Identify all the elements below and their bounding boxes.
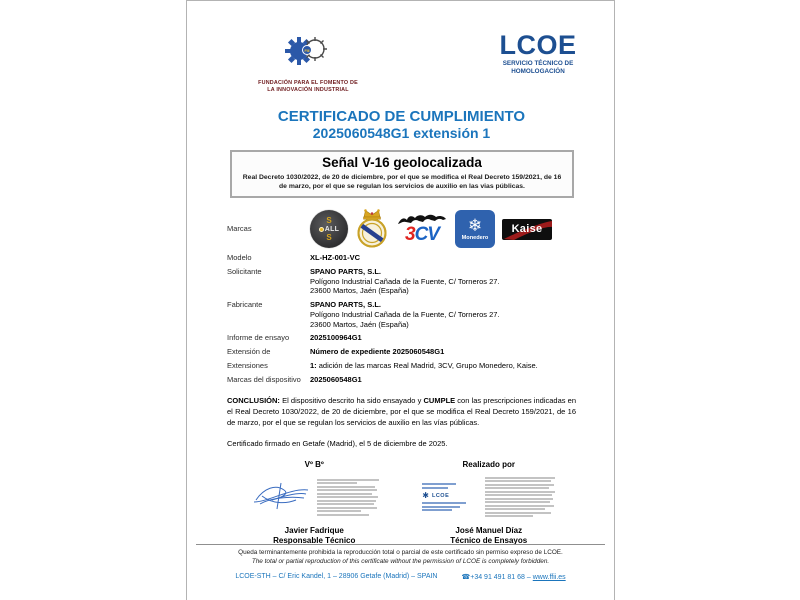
conclusion-paragraph [227, 396, 576, 429]
website-link[interactable]: www.ffii.es [532, 574, 566, 582]
modelo-value: XL-HZ-001-VC [310, 253, 361, 263]
fundacion-gears-icon [282, 49, 334, 77]
signatures-section [227, 460, 576, 547]
phone-number: +34 91 491 81 68 [470, 574, 525, 582]
signer-left-name: Javier Fadrique [284, 525, 344, 535]
sosall-top-text: S [326, 215, 332, 225]
document-title [227, 108, 576, 141]
lcoe-wordmark: LCOE [499, 30, 577, 60]
conclusion-text-b: con las prescripciones indicadas en el Real Decreto 1030/2022, de 20 de diciembre, por el que se modifica el Real Decreto 159/2021, de 16 de marzo, por el que se regulan los servicios de auxilio en las vías públicas. [227, 396, 576, 428]
extensiones-number: 1: [310, 360, 317, 370]
monedero-brand-logo [455, 210, 495, 248]
signer-right-role: Técnico de Ensayos [450, 536, 528, 546]
digital-signature-metadata-text [485, 477, 555, 519]
kaise-label: Kaise [511, 222, 543, 235]
marcas-dispositivo-value: 2025060548G1 [310, 374, 362, 384]
phone-icon: ☎ [461, 574, 471, 582]
certificate-fields [227, 208, 576, 384]
3cv-brand-logo [396, 214, 448, 244]
marcas-dispositivo-label: Marcas del dispositivo [227, 374, 301, 384]
solicitante-name: SPANO PARTS, S.L. [310, 266, 381, 276]
certificate-page [186, 0, 615, 600]
stamp-gear-icon: ✱ [422, 491, 429, 501]
field-marcas [227, 208, 576, 250]
product-box [230, 150, 574, 198]
solicitante-address2: 23600 Martos, Jaén (España) [310, 286, 409, 296]
digital-stamp [422, 483, 480, 513]
svg-text:FIII: FIII [304, 49, 310, 53]
informe-value: 2025100964G1 [310, 333, 362, 343]
vobo-header: Vº Bº [304, 459, 324, 469]
lcoe-subtitle-line2: HOMOLOGACIÓN [511, 67, 565, 75]
extension-de-value: Número de expediente 2025060548G1 [310, 347, 445, 357]
field-extensiones [227, 361, 576, 371]
sosall-dot-icon [319, 227, 324, 232]
modelo-label: Modelo [227, 253, 252, 263]
monedero-emblem-icon: ❄ [467, 215, 483, 235]
product-subtitle: Real Decreto 1030/2022, de 20 de diciembre, por el que se modifica el Real Decreto 159/2021, de 16 de marzo, por el que se regulan los servicios de auxilio en las vias públicas. [242, 173, 562, 190]
lcoe-subtitle-line1: SERVICIO TÉCNICO DE [502, 59, 574, 67]
fundacion-label-line2: LA INNOVACIÓN INDUSTRIAL [267, 86, 349, 93]
field-modelo [227, 253, 576, 263]
conclusion-lead: CONCLUSIÓN: [227, 396, 280, 406]
title-line1: CERTIFICADO DE CUMPLIMIENTO [277, 107, 526, 125]
sosall-mid-text: ALL [324, 225, 340, 233]
realizado-por-header: Realizado por [462, 459, 515, 469]
extension-de-label: Extensión de [227, 347, 271, 357]
brand-logos [310, 208, 576, 250]
3cv-digit: 3 [405, 223, 415, 245]
fundacion-logo [239, 33, 377, 94]
fabricante-label: Fabricante [227, 300, 263, 310]
sosall-bottom-text: S [326, 232, 332, 242]
stamp-lcoe-text: LCOE [431, 493, 450, 500]
handwritten-signature-icon [250, 478, 312, 517]
fabricante-address1: Polígono Industrial Cañada de la Fuente, C/ Torneros 27. [310, 309, 500, 319]
extensiones-label: Extensiones [227, 360, 268, 370]
field-marcas-dispositivo [227, 375, 576, 385]
product-title: Señal V-16 geolocalizada [322, 154, 482, 170]
field-informe [227, 333, 576, 343]
contact-address: LCOE-STH – C/ Eric Kandel, 1 – 28906 Getafe (Madrid) – SPAIN [235, 573, 438, 581]
contact-phone-block [462, 573, 566, 581]
disclaimer-english: The total or partial reproduction of this certificate without the permission of LCOE is completely forbidden. [251, 557, 550, 565]
sosall-brand-logo [310, 210, 348, 248]
signed-statement: Certificado firmado en Getafe (Madrid), el 5 de diciembre de 2025. [227, 438, 448, 448]
signature-right [402, 460, 577, 547]
page-footer [196, 544, 605, 581]
field-fabricante [227, 300, 576, 329]
disclaimer-spanish: Queda terminantemente prohibida la reproducción total o parcial de este certificado sin permiso expreso de LCOE. [238, 549, 563, 556]
contact-line [196, 573, 605, 581]
fabricante-address2: 23600 Martos, Jaén (España) [310, 319, 409, 329]
page-header [239, 30, 586, 94]
solicitante-label: Solicitante [227, 266, 262, 276]
lcoe-logo [490, 30, 586, 76]
conclusion-cumple: CUMPLE [423, 396, 456, 406]
footer-divider [196, 544, 605, 545]
signature-left [227, 460, 402, 547]
signer-right-name: José Manuel Díaz [455, 525, 523, 535]
signature-metadata-text [317, 479, 379, 518]
informe-label: Informe de ensayo [227, 333, 290, 343]
kaise-brand-logo [502, 219, 552, 240]
marcas-label: Marcas [227, 224, 252, 234]
monedero-label: Monedero [461, 234, 489, 241]
fundacion-label-line1: FUNDACIÓN PARA EL FOMENTO DE [258, 80, 358, 86]
signer-left-role: Responsable Técnico [273, 536, 356, 546]
solicitante-address1: Polígono Industrial Cañada de la Fuente, C/ Torneros 27. [310, 276, 500, 286]
conclusion-text-a: El dispositivo descrito ha sido ensayado y [279, 396, 424, 406]
fabricante-name: SPANO PARTS, S.L. [310, 300, 381, 310]
3cv-letters: CV [414, 223, 439, 245]
extensiones-text: adición de las marcas Real Madrid, 3CV, Grupo Monedero, Kaise. [316, 360, 538, 370]
contact-separator: – [524, 574, 533, 582]
real-madrid-crest-logo [355, 208, 389, 251]
title-line2: 2025060548G1 extensión 1 [312, 124, 491, 141]
field-solicitante [227, 267, 576, 296]
field-extension-de [227, 347, 576, 357]
